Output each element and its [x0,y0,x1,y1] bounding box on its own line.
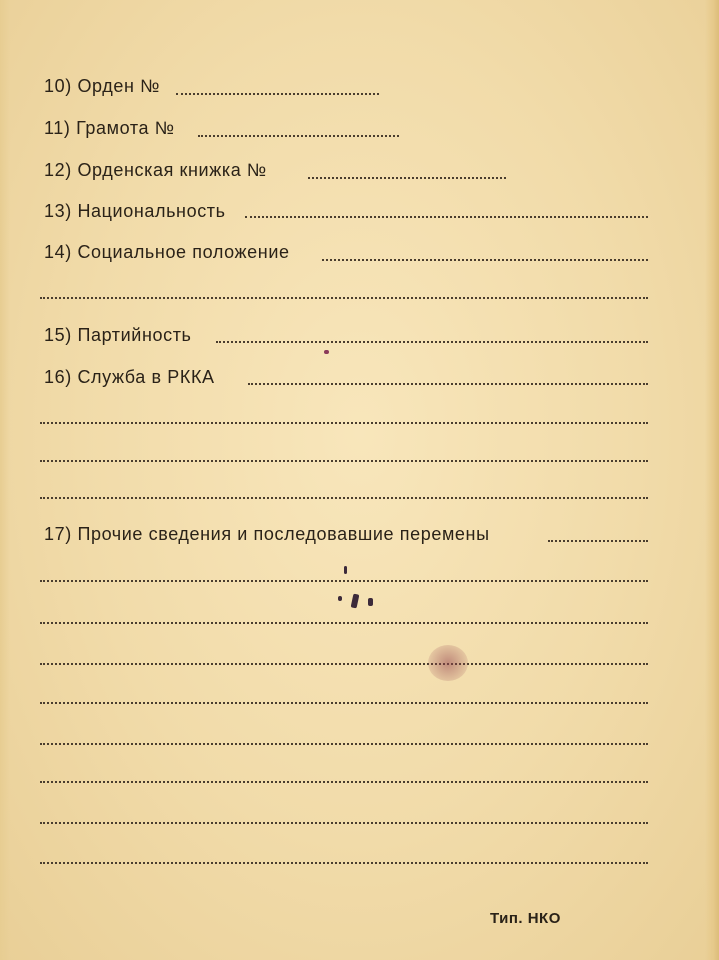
fill-line [548,540,648,542]
blank-line [40,460,648,462]
fill-line [248,383,648,385]
field-number: 12) [44,160,72,180]
blank-line [40,822,648,824]
paper-edge-right [705,0,719,960]
field-number: 13) [44,201,72,221]
field-number: 11) [44,118,71,138]
blank-line [40,580,648,582]
fill-line [198,135,399,137]
blank-line [40,497,648,499]
field-other-info [44,524,490,545]
ink-mark [344,566,347,574]
fill-line [308,177,506,179]
field-order [44,76,160,97]
blank-line [40,702,648,704]
field-party [44,325,192,346]
field-order-book [44,160,267,181]
field-social-status [44,242,290,263]
stain [428,645,468,681]
field-number: 14) [44,242,72,262]
field-number: 15) [44,325,72,345]
field-number: 10) [44,76,72,96]
field-label: Социальное положение [77,242,290,262]
field-red-army-service [44,367,215,388]
field-label: Национальность [77,201,226,221]
field-label: Орденская книжка № [77,160,267,180]
printer-mark: Тип. НКО [490,910,561,927]
field-nationality [44,201,226,222]
field-label: Грамота № [76,118,175,138]
blank-line [40,622,648,624]
field-number: 17) [44,524,72,544]
blank-line [40,422,648,424]
blank-line [40,297,648,299]
blank-line [40,781,648,783]
ink-mark [351,594,360,609]
ink-mark [368,598,373,606]
field-label: Прочие сведения и последовавшие перемены [77,524,490,544]
ink-mark [324,350,329,354]
field-certificate [44,118,175,139]
ink-mark [338,596,342,601]
fill-line [322,259,648,261]
field-label: Партийность [77,325,192,345]
field-label: Орден № [77,76,161,96]
field-label: Служба в РККА [77,367,215,387]
fill-line [176,93,379,95]
paper-edge-left [0,0,10,960]
fill-line [216,341,648,343]
blank-line [40,663,648,665]
fill-line [245,216,648,218]
blank-line [40,743,648,745]
field-number: 16) [44,367,72,387]
blank-line [40,862,648,864]
